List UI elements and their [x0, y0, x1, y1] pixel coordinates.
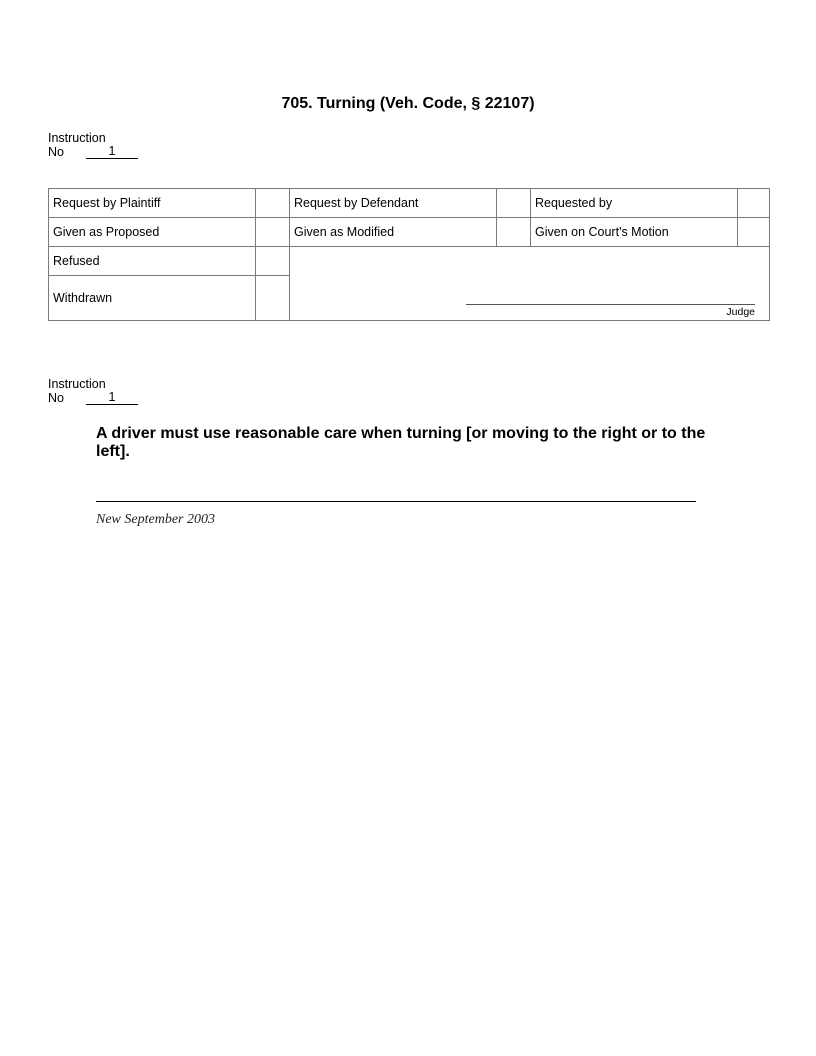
judge-signature-line[interactable]	[466, 304, 755, 305]
judge-label: Judge	[726, 306, 755, 318]
instruction-number-field[interactable]: 1	[86, 391, 138, 405]
instruction-title: 705. Turning (Veh. Code, § 22107)	[281, 95, 535, 112]
cell-withdrawn: Withdrawn	[49, 276, 256, 321]
instruction-label: Instruction	[48, 377, 106, 391]
history-note: New September 2003	[96, 512, 215, 527]
disposition-table	[48, 188, 770, 321]
cell-given-as-modified: Given as Modified	[290, 218, 497, 247]
number-label: No	[48, 391, 64, 405]
checkbox-refused[interactable]	[256, 247, 290, 276]
cell-requested-by: Requested by	[531, 189, 738, 218]
checkbox-request-by-plaintiff[interactable]	[256, 189, 290, 218]
instruction-body-text: A driver must use reasonable care when turning [or moving to the right or to the left].	[96, 425, 706, 460]
cell-request-by-defendant: Request by Defendant	[290, 189, 497, 218]
cell-request-by-plaintiff: Request by Plaintiff	[49, 189, 256, 218]
cell-given-on-courts-motion: Given on Court's Motion	[531, 218, 738, 247]
number-label: No	[48, 145, 64, 159]
cell-given-as-proposed: Given as Proposed	[49, 218, 256, 247]
judge-signature-area	[290, 247, 770, 321]
instruction-number-block	[48, 131, 138, 159]
checkbox-withdrawn[interactable]	[256, 276, 290, 321]
instruction-label: Instruction	[48, 131, 106, 145]
instruction-number-block-2	[48, 377, 138, 405]
cell-refused: Refused	[49, 247, 256, 276]
checkbox-given-as-proposed[interactable]	[256, 218, 290, 247]
checkbox-given-as-modified[interactable]	[497, 218, 531, 247]
section-divider	[96, 501, 696, 502]
checkbox-given-on-courts-motion[interactable]	[738, 218, 770, 247]
checkbox-requested-by[interactable]	[738, 189, 770, 218]
checkbox-request-by-defendant[interactable]	[497, 189, 531, 218]
instruction-number-field[interactable]: 1	[86, 145, 138, 159]
